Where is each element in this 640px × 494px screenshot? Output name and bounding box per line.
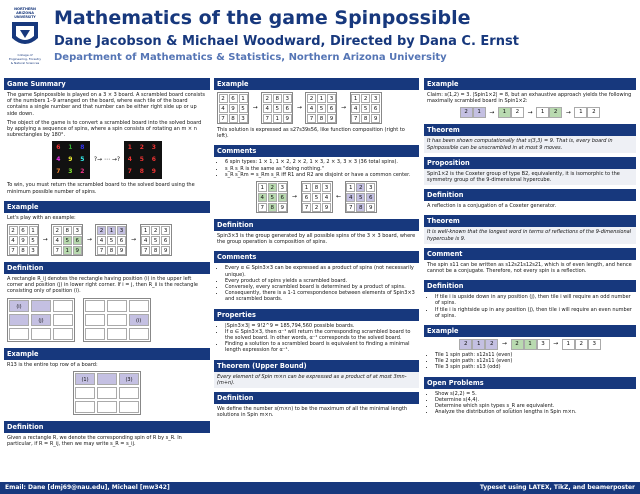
- definition-block-1: [424, 189, 636, 211]
- comment-text: The spin s11 can be written as s12s21s12s21, which is of even length, and hence cannot be a conjugate. Therefore, not every spin is a reflection.: [424, 260, 636, 276]
- spin12-figure: 2 1 → 1 2 → 1 2 → 1 2: [427, 107, 633, 118]
- svg-text:UNIVERSITY: UNIVERSITY: [14, 15, 36, 19]
- open-problems-list: [427, 391, 633, 416]
- open-problems-block: [424, 377, 636, 418]
- example-block: [214, 78, 419, 141]
- solved-board-image: 1 2 3 4 5 6 7 8 9: [124, 141, 162, 179]
- poster-footer: [0, 482, 640, 494]
- footer-typeset: Typeset using LATEX, TikZ, and beamerposter: [479, 484, 635, 491]
- board: 1 2 3 4 5 6 7 8 9: [345, 181, 377, 213]
- block-title: Example: [214, 78, 419, 90]
- svg-text:College of: College of: [17, 53, 33, 57]
- comments-block-1: [214, 145, 419, 215]
- definition-block-2: [4, 421, 210, 449]
- poster-header: [0, 0, 640, 74]
- arrow-icon: →: [131, 235, 137, 243]
- tile-path-figure: 2 1 2 → 2 1 3 → 1 2 3: [427, 339, 633, 350]
- rectangle-grid: (1) (3): [73, 371, 141, 415]
- example-block-2: [424, 325, 636, 373]
- definition-block-2: [214, 392, 419, 420]
- list-item: • Tile 1 spin path: s12s11 (even): [435, 352, 633, 358]
- board: 1 2 3 4 5 6 7 8 9: [140, 224, 172, 256]
- example-text: R13 is the entire top row of a board:: [7, 361, 98, 368]
- theorem-upper-bound-block: [214, 360, 419, 388]
- arrow-icon: ←: [336, 192, 342, 200]
- rectangle-figures: [7, 298, 207, 342]
- properties-list: [217, 323, 416, 354]
- block-title: Comment: [424, 248, 636, 260]
- proposition-text: Spin1×2 is the Coxeter group of type B2, equivalently, it is isomorphic to the symmetry group of the 9-dimensional hypercube.: [424, 169, 636, 185]
- board: 2 1 3 4 5 6 7 8 9: [95, 224, 127, 256]
- board: 2 1 3 4 5 6 7 8 9: [305, 92, 337, 124]
- theorem-text: Every element of Spin m×n can be expressed as a product of at most 3mn-(m+n).: [214, 372, 419, 388]
- poster-dept: Department of Mathematics & Statistics, Northern Arizona University: [54, 52, 447, 63]
- arrow-icon: →: [291, 192, 297, 200]
- svg-text:ARIZONA: ARIZONA: [16, 11, 34, 15]
- board: 1 8 3 6 5 4 7 2 9: [301, 181, 333, 213]
- list-item: • If α ∈ Spin3×3, then α⁻¹ will return the corresponding scrambled board to the solved board. In other words, α⁻¹ corresponds to the solved board.: [225, 329, 416, 341]
- column-2: [214, 78, 419, 424]
- arrow-icon: ?→ ⋯ →?: [93, 156, 121, 164]
- comments-list: [217, 159, 416, 178]
- list-item: • If tile i is rightside up in any position (j), then tile i will require an even number of spins.: [435, 307, 633, 319]
- definition-list: [427, 294, 633, 319]
- example-boards: [7, 224, 207, 256]
- list-item: • Consequently, there is a 1-1 correspondence between elements of Spin3×3 and scrambled boards.: [225, 290, 416, 302]
- list-item: • Every α ∈ Spin3×3 can be expressed as a product of spins (not necessarily unique).: [225, 265, 416, 277]
- board: 1 2 3 4 5 6 7 8 9: [256, 181, 288, 213]
- example-text: Claim: s(1,2) = 3. |Spin1×2| = 8, but an exhaustive approach yields the following maximally scrambled board in Spin1×2:: [427, 92, 632, 105]
- definition-text: A reflection is a conjugation of a Coxeter generator.: [424, 201, 636, 211]
- block-title: Definition: [4, 262, 210, 274]
- board: 2 6 1 4 9 5 7 8 3: [7, 224, 39, 256]
- svg-text:NORTHERN: NORTHERN: [14, 7, 36, 11]
- arrow-icon: →: [527, 108, 533, 116]
- game-summary-block: [4, 78, 210, 197]
- block-title: Definition: [214, 219, 419, 231]
- example-block-2: [4, 348, 210, 417]
- definition-block-1: [4, 262, 210, 344]
- comment-block: [424, 248, 636, 276]
- list-item: • Conversely, every scrambled board is determined by a product of spins.: [225, 284, 416, 290]
- nau-logo: [6, 4, 44, 70]
- list-item: • s_R s_Rm = s_Rm s_R iff R1 and R2 are disjoint or have a common center.: [225, 172, 416, 178]
- arrow-icon: →: [489, 108, 495, 116]
- block-title: Example: [424, 78, 636, 90]
- list-item: • Determine s(4,4).: [435, 397, 633, 403]
- rectangle-grid: (i) (j): [7, 298, 75, 342]
- poster-authors: Dane Jacobson & Michael Woodward, Directed by Dana C. Ernst: [54, 34, 519, 49]
- comments-block-2: [214, 251, 419, 304]
- summary-p1: The game Spinpossible is played on a 3 × 3 board. A scrambled board consists of the numbers 1–9 arranged on the board, where each tile of the board contains a single number and that number can be either right side up or up side down.: [7, 92, 205, 117]
- list-item: • Tile 2 spin path: s12s11 (even): [435, 358, 633, 364]
- board: 1 2 3 4 5 6 7 8 9: [350, 92, 382, 124]
- block-title: Theorem: [424, 215, 636, 227]
- theorem-text: It has been shown computationally that s(3,3) = 9. That is, every board in Spinpossible can be unscrambled in at most 9 moves.: [424, 136, 636, 152]
- proposition-block: [424, 157, 636, 185]
- block-title: Open Problems: [424, 377, 636, 389]
- definition-text: Given a rectangle R, we denote the corresponding spin of R by s_R. In particular, if R = R_ij, then we may write s_R = s_ij.: [4, 433, 210, 449]
- list-item: • Determine which spin types s_R are equivalent.: [435, 403, 633, 409]
- arrow-icon: →: [42, 235, 48, 243]
- block-title: Comments: [214, 251, 419, 263]
- block-title: Example: [4, 201, 210, 213]
- block-title: Theorem: [424, 124, 636, 136]
- example-block-1: [4, 201, 210, 258]
- list-item: • |Spin3×3| = 9!2^9 = 185,794,560 possible boards.: [225, 323, 416, 329]
- block-title: Definition: [4, 421, 210, 433]
- poster-title: Mathematics of the game Spinpossible: [54, 7, 471, 29]
- summary-p2: The object of the game is to convert a scrambled board into the solved board by applying a sequence of spins, where a spin consists of rotating an m × n subrectangles by 180°.: [7, 119, 202, 139]
- block-title: Example: [424, 325, 636, 337]
- theorem-block-2: [424, 215, 636, 243]
- board: 2 6 1 4 9 5 7 8 3: [217, 92, 249, 124]
- block-title: Definition: [424, 189, 636, 201]
- list-item: • 6 spin types: 1 × 1, 1 × 2, 2 × 2, 1 × 3, 2 × 3, 3 × 3 (36 total spins).: [225, 159, 416, 165]
- summary-p3: To win, you must return the scrambled board to the solved board using the minimum possible number of spins.: [7, 182, 195, 195]
- block-title: Example: [4, 348, 210, 360]
- arrow-icon: →: [252, 103, 258, 111]
- block-title: Comments: [214, 145, 419, 157]
- definition-text: Spin3×3 is the group generated by all possible spins of the 3 × 3 board, where the group operation is composition of spins.: [214, 231, 419, 247]
- block-title: Definition: [424, 280, 636, 292]
- commute-figure: [217, 181, 416, 213]
- tile-path-list: [427, 352, 633, 371]
- block-title: Game Summary: [4, 78, 210, 90]
- summary-figure: [7, 141, 207, 179]
- block-title: Properties: [214, 309, 419, 321]
- list-item: • Every product of spins yields a scrambled board.: [225, 278, 416, 284]
- example-boards: [217, 92, 416, 124]
- block-title: Theorem (Upper Bound): [214, 360, 419, 372]
- arrow-icon: →: [341, 103, 347, 111]
- footer-email: Email: Dane [dmj69@nau.edu], Michael [mw342]: [5, 484, 170, 491]
- definition-block: [214, 219, 419, 247]
- svg-text:Engineering, Forestry: Engineering, Forestry: [8, 57, 42, 61]
- example-text: Let's play with an example:: [7, 214, 76, 221]
- list-item: • Finding a solution to a scrambled board is equivalent to finding a minimal length expression for α⁻¹.: [225, 341, 416, 353]
- list-item: • s_R s_R is the same as "doing nothing.": [225, 166, 416, 172]
- list-item: • Show s(2,2) = 5.: [435, 391, 633, 397]
- board: 2 8 3 4 5 6 7 1 9: [261, 92, 293, 124]
- list-item: • Tile 3 spin path: s13 (odd): [435, 364, 633, 370]
- arrow-icon: →: [296, 103, 302, 111]
- comments-list: [217, 265, 416, 302]
- arrow-icon: →: [553, 340, 559, 348]
- theorem-text: It is well-known that the longest word in terms of reflections of the 9-dimensional hypercube is 9.: [424, 227, 636, 243]
- column-3: [424, 78, 636, 421]
- block-title: Proposition: [424, 157, 636, 169]
- example-text: This solution is expressed as s27s39s56, like function composition (right to left).: [217, 127, 405, 140]
- arrow-icon: →: [86, 235, 92, 243]
- properties-block: [214, 309, 419, 356]
- example-block: [424, 78, 636, 120]
- block-title: Definition: [214, 392, 419, 404]
- list-item: • Analyze the distribution of solution lengths in Spin m×n.: [435, 409, 633, 415]
- definition-text: A rectangle R_ij denotes the rectangle having position (i) in the upper left corner and position (j) in lower right corner. If i = j, then R_ii is the rectangle consisting only of position (i).: [7, 276, 198, 295]
- list-item: • If tile i is upside down in any position (j), then tile i will require an odd number of spins.: [435, 294, 633, 306]
- theorem-block-1: [424, 124, 636, 152]
- rectangle-grid: (i): [83, 298, 151, 342]
- definition-text: We define the number s(m×n) to be the maximum of all the minimal length solutions in Spin m×n.: [214, 404, 419, 420]
- column-1: [4, 78, 210, 453]
- svg-text:& Natural Sciences: & Natural Sciences: [10, 61, 40, 65]
- board: 2 8 3 4 5 6 7 1 9: [51, 224, 83, 256]
- definition-block-2: [424, 280, 636, 321]
- arrow-icon: →: [565, 108, 571, 116]
- scrambled-board-image: 6 1 8 4 9 5 7 3 2: [52, 141, 90, 179]
- arrow-icon: →: [501, 340, 507, 348]
